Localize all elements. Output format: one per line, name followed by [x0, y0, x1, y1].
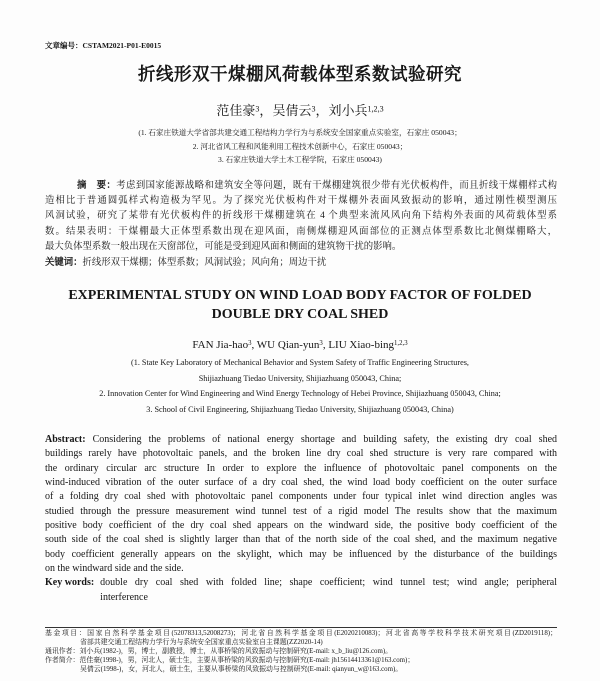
paper-title-cn: 折线形双干煤棚风荷载体型系数试验研究	[138, 65, 462, 85]
affiliation-line: (1. 石家庄铁道大学省部共建交通工程结构力学行为与系统安全国家重点实验室，石家庄 050043；	[138, 128, 462, 137]
author-name: 刘小兵	[328, 103, 368, 118]
abstract-label-cn: 摘 要：	[77, 180, 117, 191]
abstract-label-en: Abstract:	[45, 434, 86, 445]
footnote-funding: 基金项目：国家自然科学基金项目(52078313,52008273)；河北省自然科学基金项目(E2020210083)；河北省高等学校科学技术研究项目(ZD2019118)；	[45, 630, 557, 637]
author-affiliation-sup: 3	[248, 339, 252, 347]
abstract-line: buildings rarely have photovoltaic panels, and the broken line dry coal shed structure is very rare compared with	[45, 448, 557, 460]
abstract-line: south side of the coal shed is slightly larger than that of the north side of the coal shed, and the maximum negative	[45, 534, 557, 546]
affiliation-line: (1. State Key Laboratory of Mechanical Behavior and System Safety of Traffic Engineering Structures,	[131, 358, 469, 367]
author-affiliation-sup: 3	[319, 339, 323, 347]
author-separator: ,	[251, 339, 257, 351]
abstract-en	[45, 433, 557, 605]
abstract-line: body coefficient generally appears on the skylight, which may be influenced by the disturbance of the buildings	[45, 548, 557, 560]
author-separator: ,	[322, 339, 329, 351]
keywords-line: interference	[100, 591, 148, 603]
abstract-line: wind-induced vibration of the outer surface of a dry coal shed, the wind load body coefficient on the outer surface	[45, 477, 557, 489]
affiliation-line: 2. Innovation Center for Wind Engineering and Wind Energy Technology of Hebei Province, Shijiazhuang 050043, China;	[99, 389, 501, 399]
affiliations-cn	[0, 126, 600, 167]
keywords-label-cn: 关键词：	[45, 257, 83, 269]
abstract-line: 最大负体型系数一般出现在天窗部位，可能是受到迎风面和侧面的建筑物干扰的影响。	[45, 241, 402, 252]
affiliation-line: 3. School of Civil Engineering, Shijiazhuang Tiedao University, Shijiazhuang 050043, China)	[146, 405, 454, 415]
keywords-cn	[45, 255, 557, 271]
author-affiliation-sup: 3	[311, 104, 316, 114]
abstract-line: 风洞试验，研究了某带有光伏板构件的折线形干煤棚建筑在 4 个典型来流风风向角下结构外表面的风荷载体型系	[45, 211, 557, 222]
paper-title-en	[0, 286, 600, 324]
authors-cn	[0, 101, 600, 121]
affiliation-line: Shijiazhuang Tiedao University, Shijiazhuang 050043, China;	[198, 373, 402, 383]
affiliation-line: 2. 河北省风工程和风能利用工程技术创新中心，石家庄 050043；	[192, 141, 408, 151]
footnote-funding-continued: 省部共建交通工程结构力学行为与系统安全国家重点实验室自主课题(ZZ2020-14)	[80, 639, 323, 646]
author-affiliation-sup: 3	[255, 104, 260, 114]
affiliation-line: 3. 石家庄铁道大学土木工程学院，石家庄 050043)	[218, 155, 382, 164]
affiliations-en	[0, 355, 600, 418]
footnote-author-bio-continued: 吴倩云(1998-)，女，河北人，硕士生，主要从事桥梁的风致振动与控制研究(E-mail: qianyun_w@163.com)。	[80, 666, 403, 673]
abstract-line: on the windward side and the side.	[45, 563, 184, 575]
title-line: DOUBLE DRY COAL SHED	[211, 307, 389, 322]
keywords-text-en	[100, 576, 557, 605]
author-separator: ，	[315, 103, 329, 118]
authors-en	[0, 337, 600, 353]
abstract-line: 数。结果表明：干煤棚最大正体型系数出现在迎风面，南侧煤棚迎风面部位的正测点体型系数比北侧煤棚略大，	[45, 226, 557, 237]
article-code: 文章编号：CSTAM2021-P01-E0015	[45, 41, 162, 50]
abstract-line: 造相比于普通圆弧样式构造极为罕见。为了探究光伏板构件对干煤棚外表面风致振动的影响，通过刚性模型测压	[45, 196, 557, 207]
abstract-text: 考虑到国家能源战略和建筑安全等问题，既有干煤棚建筑很少带有光伏板构件，而且折线干煤棚样式构	[116, 181, 557, 191]
abstract-line: the ordinary circular arc structure In order to explore the influence of photovoltaic panel components on the	[45, 462, 557, 474]
keywords-en	[45, 576, 557, 605]
abstract-line	[45, 178, 557, 194]
abstract-line: studied through the pressure measurement wind tunnel test of a rigid model The results show that the maximum	[45, 505, 557, 517]
author-name: WU Qian-yun	[256, 339, 320, 351]
keywords-label-en: Key words:	[45, 577, 95, 589]
author-name: LIU Xiao-bing	[328, 339, 395, 351]
footnote-corresponding-author: 通讯作者：刘小兵(1982-)，男，博士，副教授，博士，从事桥梁的风致振动与控制研究(E-mail: x_b_liu@126.com)。	[45, 648, 393, 655]
abstract-cn	[45, 178, 557, 271]
author-affiliation-sup: 1,2,3	[394, 339, 408, 347]
keywords-text-cn: 折线形双干煤棚；体型系数；风洞试验；风向角；周边干扰	[82, 258, 327, 269]
author-name: FAN Jia-hao	[192, 339, 249, 351]
author-name: 吴倩云	[272, 103, 312, 118]
abstract-line	[45, 433, 557, 447]
abstract-line: of a folding dry coal shed with photovoltaic panel components under four typical inlet wind direction angles was	[45, 491, 557, 503]
author-affiliation-sup: 1,2,3	[367, 104, 384, 114]
author-name: 范佳豪	[216, 103, 256, 118]
abstract-line: positive body coefficient of the dry coal shed appears on the windward side, the positive body coefficient of the	[45, 520, 557, 532]
footnote-rule	[45, 627, 557, 628]
footnotes	[45, 629, 557, 674]
author-separator: ，	[259, 103, 273, 118]
keywords-line: double dry coal shed with folded line; shape coefficient; wind tunnel test; wind angle; peripheral	[100, 577, 557, 589]
footnote-author-bio: 作者简介：范佳豪(1998-)，男，河北人，硕士生，主要从事桥梁的风致振动与控制研究(E-mail: jh15614413361@163.com)；	[45, 657, 415, 664]
abstract-text: Considering the problems of national energy shortage and building safety, the existing dry coal shed	[92, 434, 558, 445]
title-line: EXPERIMENTAL STUDY ON WIND LOAD BODY FACTOR OF FOLDED	[68, 288, 532, 303]
